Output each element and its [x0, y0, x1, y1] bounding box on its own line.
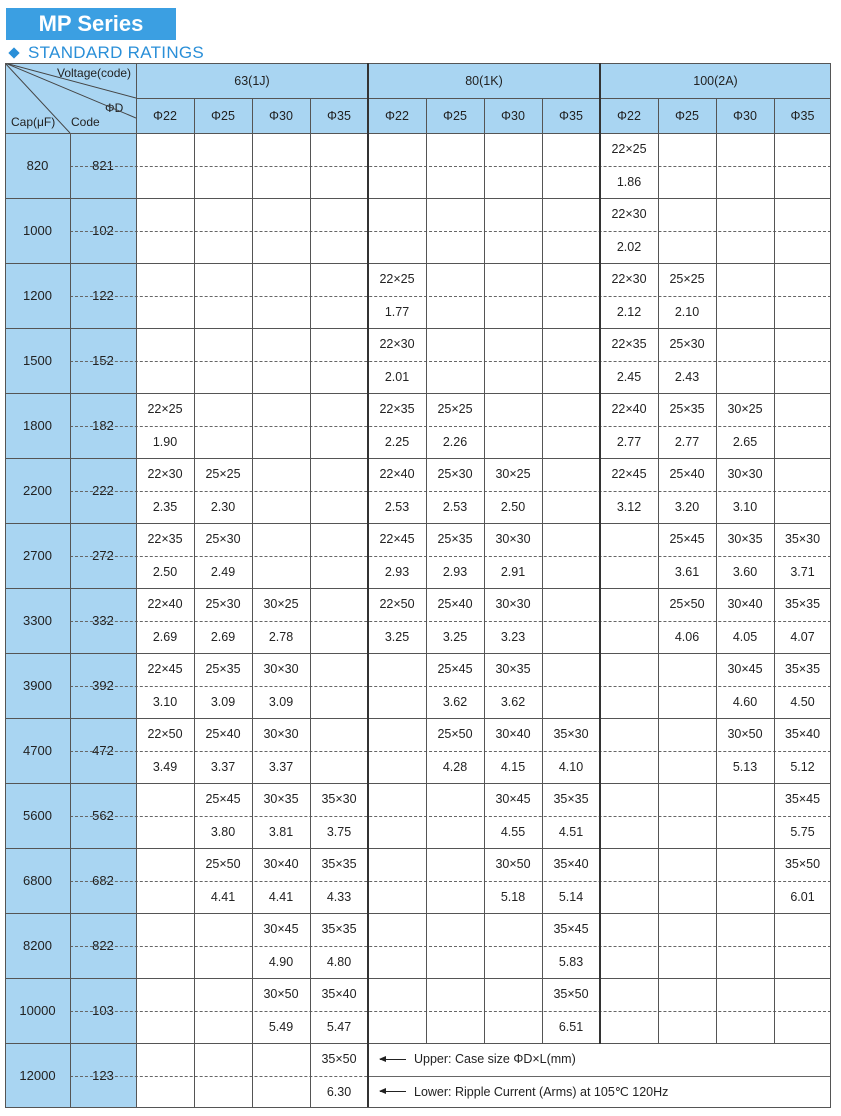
column-border	[136, 63, 137, 1108]
ripple-current-value: 3.62	[442, 694, 468, 709]
case-size-value: 35×30	[553, 727, 589, 742]
column-border	[252, 98, 253, 1108]
ripple-current-value: 2.45	[616, 369, 642, 384]
note-upper	[380, 1043, 576, 1076]
diameter-header: Φ35	[542, 98, 600, 133]
diamond-icon	[8, 47, 19, 58]
column-border	[310, 98, 311, 1108]
ripple-current-value: 2.78	[268, 629, 294, 644]
capacitance-cell: 1200	[5, 263, 70, 328]
corner-diagonal-line	[5, 63, 70, 133]
column-border	[599, 63, 601, 1108]
capacitance-cell: 6800	[5, 848, 70, 913]
ripple-current-value: 2.91	[500, 564, 526, 579]
column-border	[5, 63, 6, 1108]
diameter-header: Φ30	[252, 98, 310, 133]
case-size-value: 35×45	[784, 792, 821, 807]
ripple-current-value: 4.33	[326, 889, 352, 904]
ripple-current-value: 2.10	[674, 304, 700, 319]
code-axis-label: Code	[71, 115, 100, 129]
case-size-value: 22×45	[147, 662, 183, 677]
case-size-value: 30×40	[495, 727, 531, 742]
ripple-current-value: 2.30	[210, 499, 236, 514]
ripple-current-value: 5.83	[558, 954, 584, 969]
ripple-current-value: 5.12	[790, 759, 815, 774]
case-size-value: 22×45	[611, 467, 647, 482]
ripple-current-value: 2.02	[616, 239, 642, 254]
note-lower-text: Lower: Ripple Current (Arms) at 105℃ 120Hz	[414, 1085, 669, 1100]
case-size-value: 22×45	[379, 532, 415, 547]
code-cell: 152	[70, 328, 136, 393]
diameter-header: Φ30	[716, 98, 774, 133]
code-cell: 392	[70, 653, 136, 718]
corner-diagonal-line	[5, 63, 136, 98]
case-size-value: 35×40	[321, 987, 357, 1002]
case-size-value: 30×30	[263, 727, 299, 742]
case-size-value: 30×50	[495, 857, 531, 872]
ripple-current-value: 4.28	[442, 759, 468, 774]
case-size-value: 35×35	[321, 857, 357, 872]
code-cell: 222	[70, 458, 136, 523]
case-size-value: 25×45	[437, 662, 473, 677]
code-cell: 472	[70, 718, 136, 783]
ripple-current-value: 3.10	[732, 499, 758, 514]
case-size-value: 35×50	[321, 1052, 357, 1067]
case-size-value: 30×50	[727, 727, 763, 742]
ripple-current-value: 4.80	[326, 954, 352, 969]
ripple-current-value: 2.69	[152, 629, 178, 644]
ripple-current-value: 2.77	[616, 434, 642, 449]
row-border	[5, 328, 831, 329]
ripple-current-value: 4.10	[558, 759, 584, 774]
ripple-current-value: 6.01	[790, 889, 815, 904]
row-border	[5, 393, 831, 394]
code-cell: 182	[70, 393, 136, 458]
voltage-group-header: 63(1J)	[136, 63, 368, 98]
column-border	[716, 98, 717, 1108]
ripple-current-value: 2.50	[500, 499, 526, 514]
code-cell: 822	[70, 913, 136, 978]
voltage-axis-label: Voltage(code)	[57, 66, 132, 80]
ripple-current-value: 2.49	[210, 564, 236, 579]
case-size-value: 25×50	[669, 597, 705, 612]
case-size-value: 30×25	[263, 597, 299, 612]
capacitance-axis-label: Cap(μF)	[11, 115, 56, 129]
case-size-value: 25×40	[669, 467, 705, 482]
ripple-current-value: 5.13	[732, 759, 758, 774]
ripple-current-value: 3.20	[674, 499, 700, 514]
capacitance-cell: 1800	[5, 393, 70, 458]
row-border	[5, 653, 831, 654]
table-border-top	[5, 63, 831, 64]
ripple-current-value: 4.05	[732, 629, 758, 644]
section-title	[6, 42, 204, 64]
code-cell: 332	[70, 588, 136, 653]
case-size-value: 30×45	[727, 662, 763, 677]
case-size-value: 35×35	[784, 597, 821, 612]
ripple-current-value: 2.25	[384, 434, 410, 449]
code-cell: 682	[70, 848, 136, 913]
case-size-value: 22×30	[379, 337, 415, 352]
capacitance-cell: 4700	[5, 718, 70, 783]
case-size-value: 25×30	[669, 337, 705, 352]
capacitance-cell: 10000	[5, 978, 70, 1043]
ripple-current-value: 5.18	[500, 889, 526, 904]
ripple-current-value: 4.90	[268, 954, 294, 969]
capacitance-cell: 3900	[5, 653, 70, 718]
code-cell: 102	[70, 198, 136, 263]
ripple-current-value: 2.53	[442, 499, 468, 514]
case-size-value: 25×25	[437, 402, 473, 417]
case-size-value: 30×25	[727, 402, 763, 417]
ripple-current-value: 4.50	[790, 694, 815, 709]
ripple-current-value: 6.51	[558, 1019, 584, 1034]
ripple-current-value: 1.77	[384, 304, 410, 319]
ripple-current-value: 5.75	[790, 824, 815, 839]
series-title: MP Series	[6, 8, 176, 40]
row-border	[5, 848, 831, 849]
case-size-value: 22×30	[611, 207, 647, 222]
case-size-value: 35×35	[321, 922, 357, 937]
case-size-value: 22×35	[147, 532, 183, 547]
case-size-value: 25×40	[437, 597, 473, 612]
case-size-value: 30×30	[263, 662, 299, 677]
case-size-value: 25×50	[205, 857, 241, 872]
column-border	[658, 98, 659, 1108]
row-border	[5, 458, 831, 459]
column-border	[367, 63, 369, 1108]
case-size-value: 25×35	[437, 532, 473, 547]
ripple-current-value: 3.61	[674, 564, 700, 579]
code-cell: 123	[70, 1043, 136, 1108]
case-size-value: 35×40	[784, 727, 821, 742]
ripple-current-value: 3.25	[442, 629, 468, 644]
ripple-current-value: 4.55	[500, 824, 526, 839]
capacitance-cell: 12000	[5, 1043, 70, 1108]
column-border	[774, 98, 775, 1108]
case-size-value: 22×25	[379, 272, 415, 287]
case-size-value: 22×40	[147, 597, 183, 612]
ripple-current-value: 2.26	[442, 434, 468, 449]
ripple-current-value: 6.30	[326, 1084, 352, 1099]
case-size-value: 25×30	[205, 532, 241, 547]
ripple-current-value: 4.60	[732, 694, 758, 709]
case-size-value: 30×35	[727, 532, 763, 547]
case-size-value: 30×35	[495, 662, 531, 677]
note-upper-text: Upper: Case size ΦD×L(mm)	[414, 1052, 576, 1067]
case-size-value: 30×30	[727, 467, 763, 482]
ripple-current-value: 3.10	[152, 694, 178, 709]
table-border-right	[830, 1043, 831, 1108]
ripple-current-value: 3.23	[500, 629, 526, 644]
code-cell: 122	[70, 263, 136, 328]
ripple-current-value: 3.60	[732, 564, 758, 579]
diameter-header: Φ30	[484, 98, 542, 133]
capacitance-cell: 2700	[5, 523, 70, 588]
case-size-value: 35×35	[784, 662, 821, 677]
corner-diagonals	[5, 63, 136, 133]
capacitance-cell: 3300	[5, 588, 70, 653]
case-size-value: 22×50	[147, 727, 183, 742]
column-border	[70, 133, 71, 1108]
note-lower	[380, 1076, 668, 1109]
ripple-current-value: 2.12	[616, 304, 642, 319]
ripple-current-value: 3.80	[210, 824, 236, 839]
ripple-current-value: 4.15	[500, 759, 526, 774]
ripple-current-value: 2.53	[384, 499, 410, 514]
ripple-current-value: 2.77	[674, 434, 700, 449]
case-size-value: 30×25	[495, 467, 531, 482]
ripple-current-value: 2.50	[152, 564, 178, 579]
case-size-value: 22×30	[147, 467, 183, 482]
case-size-value: 25×30	[437, 467, 473, 482]
ripple-current-value: 3.71	[790, 564, 815, 579]
case-size-value: 25×50	[437, 727, 473, 742]
column-border	[194, 98, 195, 1108]
case-size-value: 35×40	[553, 857, 589, 872]
code-cell: 821	[70, 133, 136, 198]
diameter-header: Φ22	[136, 98, 194, 133]
table-border-bottom	[5, 1107, 831, 1108]
case-size-value: 35×50	[784, 857, 821, 872]
column-border	[426, 98, 427, 1108]
case-size-value: 22×30	[611, 272, 647, 287]
ripple-current-value: 2.01	[384, 369, 410, 384]
case-size-value: 25×45	[669, 532, 705, 547]
case-size-value: 30×40	[263, 857, 299, 872]
arrow-left-icon	[380, 1059, 406, 1060]
diameter-header: Φ25	[658, 98, 716, 133]
capacitance-cell: 1500	[5, 328, 70, 393]
ripple-current-value: 4.07	[790, 629, 815, 644]
row-border	[5, 523, 831, 524]
case-size-value: 30×40	[727, 597, 763, 612]
diameter-header: Φ25	[426, 98, 484, 133]
row-border	[5, 263, 831, 264]
ripple-current-value: 4.51	[558, 824, 584, 839]
row-border	[5, 913, 831, 914]
ripple-current-value: 5.14	[558, 889, 584, 904]
case-size-value: 35×45	[553, 922, 589, 937]
case-size-value: 22×40	[379, 467, 415, 482]
diameter-header: Φ35	[774, 98, 831, 133]
case-size-value: 25×25	[669, 272, 705, 287]
ripple-current-value: 3.81	[268, 824, 294, 839]
ripple-current-value: 3.37	[268, 759, 294, 774]
ripple-current-value: 2.35	[152, 499, 178, 514]
case-size-value: 25×40	[205, 727, 241, 742]
case-size-value: 22×35	[379, 402, 415, 417]
case-size-value: 22×25	[147, 402, 183, 417]
ripple-current-value: 2.69	[210, 629, 236, 644]
ripple-current-value: 5.47	[326, 1019, 352, 1034]
corner-diagonal-line	[5, 63, 136, 118]
case-size-value: 25×45	[205, 792, 241, 807]
ratings-table	[5, 63, 831, 1108]
ripple-current-value: 3.09	[210, 694, 236, 709]
section-title-text: STANDARD RATINGS	[28, 43, 205, 62]
ripple-current-value: 3.37	[210, 759, 236, 774]
arrow-left-icon	[380, 1091, 406, 1092]
ripple-current-value: 3.75	[326, 824, 352, 839]
case-size-value: 30×45	[263, 922, 299, 937]
ripple-current-value: 3.49	[152, 759, 178, 774]
case-size-value: 25×30	[205, 597, 241, 612]
ripple-current-value: 4.06	[674, 629, 700, 644]
case-size-value: 25×25	[205, 467, 241, 482]
case-size-value: 35×30	[784, 532, 821, 547]
row-border	[5, 783, 831, 784]
case-size-value: 22×40	[611, 402, 647, 417]
code-cell: 103	[70, 978, 136, 1043]
capacitance-cell: 5600	[5, 783, 70, 848]
capacitance-cell: 8200	[5, 913, 70, 978]
row-border	[5, 718, 831, 719]
ripple-current-value: 5.49	[268, 1019, 294, 1034]
ripple-current-value: 4.41	[210, 889, 236, 904]
voltage-group-header: 100(2A)	[600, 63, 831, 98]
case-size-value: 25×35	[205, 662, 241, 677]
case-size-value: 35×35	[553, 792, 589, 807]
diameter-header: Φ25	[194, 98, 252, 133]
case-size-value: 30×30	[495, 597, 531, 612]
diameter-header: Φ22	[600, 98, 658, 133]
case-size-value: 30×30	[495, 532, 531, 547]
voltage-group-header: 80(1K)	[368, 63, 600, 98]
ripple-current-value: 2.93	[384, 564, 410, 579]
row-border	[5, 133, 831, 134]
ripple-current-value: 3.25	[384, 629, 410, 644]
ripple-current-value: 2.93	[442, 564, 468, 579]
ripple-current-value: 4.41	[268, 889, 294, 904]
diameter-header: Φ22	[368, 98, 426, 133]
case-size-value: 30×50	[263, 987, 299, 1002]
column-border	[484, 98, 485, 1108]
case-size-value: 35×30	[321, 792, 357, 807]
case-size-value: 22×25	[611, 142, 647, 157]
column-border	[542, 98, 543, 1108]
diameter-axis-label: ΦD	[105, 101, 124, 115]
row-border	[5, 978, 831, 979]
ripple-current-value: 3.62	[500, 694, 526, 709]
column-border	[830, 63, 831, 1108]
case-size-value: 25×35	[669, 402, 705, 417]
case-size-value: 22×50	[379, 597, 415, 612]
ripple-current-value: 2.43	[674, 369, 700, 384]
case-size-value: 22×35	[611, 337, 647, 352]
capacitance-cell: 1000	[5, 198, 70, 263]
case-size-value: 30×45	[495, 792, 531, 807]
capacitance-cell: 820	[5, 133, 70, 198]
ripple-current-value: 3.12	[616, 499, 642, 514]
ripple-current-value: 3.09	[268, 694, 294, 709]
case-size-value: 35×50	[553, 987, 589, 1002]
capacitance-cell: 2200	[5, 458, 70, 523]
ripple-current-value: 2.65	[732, 434, 758, 449]
code-cell: 562	[70, 783, 136, 848]
ripple-current-value: 1.90	[152, 434, 178, 449]
row-border	[5, 198, 831, 199]
case-size-value: 30×35	[263, 792, 299, 807]
ripple-current-value: 1.86	[616, 174, 642, 189]
code-cell: 272	[70, 523, 136, 588]
diameter-header: Φ35	[310, 98, 368, 133]
row-border	[5, 588, 831, 589]
